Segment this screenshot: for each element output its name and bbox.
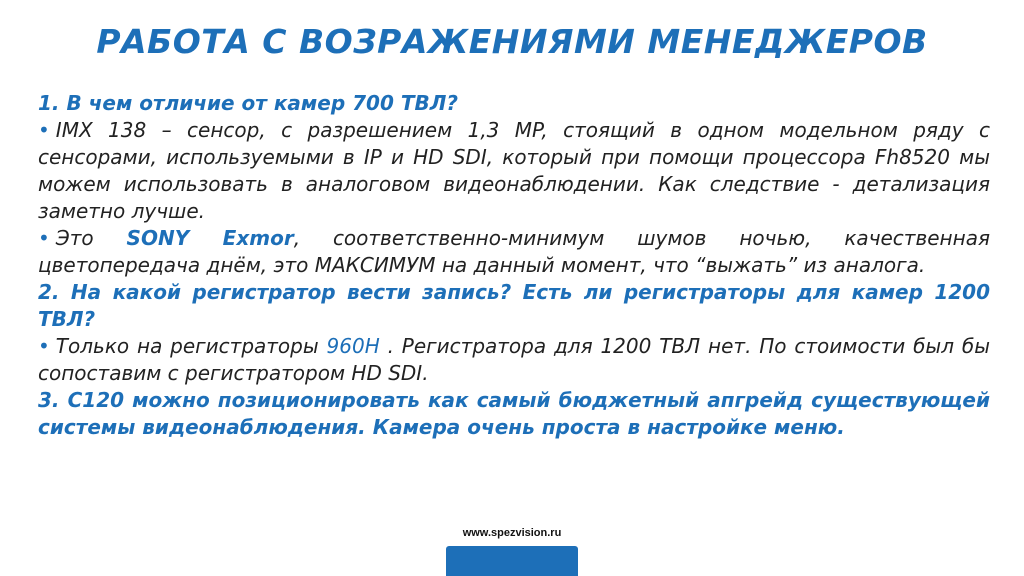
question-1: 1. В чем отличие от камер 700 ТВЛ? — [38, 91, 458, 115]
960h-highlight: 960H — [326, 334, 380, 358]
answer-2-post: . Регистратора для 1200 ТВЛ нет. По стоимости был бы сопоставим с регистратором HD SDI. — [38, 334, 990, 385]
answer-1-bullet-1 — [38, 117, 990, 225]
bullet-icon: • — [38, 334, 50, 358]
sony-exmor-highlight: SONY Exmor — [126, 226, 294, 250]
answer-2-bullet — [38, 333, 990, 387]
answer-1-2-pre: Это — [55, 226, 127, 250]
footer-url: www.spezvision.ru — [462, 527, 562, 539]
page-title: РАБОТА С ВОЗРАЖЕНИЯМИ МЕНЕДЖЕРОВ — [96, 22, 928, 61]
bullet-icon: • — [38, 118, 50, 142]
footer-bar — [446, 546, 578, 576]
bullet-icon: • — [38, 226, 50, 250]
answer-1-bullet-2 — [38, 225, 990, 279]
answer-1-text: IMX 138 – сенсор, с разрешением 1,3 MP, стоящий в одном модельном ряду с сенсорами, используемыми в IP и HD SDI, который при помощи процессора Fh8520 мы можем использовать в аналоговом видеонаблюдении. Как следствие - детализация заметно лучше. — [38, 118, 990, 223]
answer-2-pre: Только на регистраторы — [55, 334, 327, 358]
question-2: 2. На какой регистратор вести запись? Есть ли регистраторы для камер 1200 ТВЛ? — [38, 280, 990, 331]
answer-1-2-post: , соответственно-минимум шумов ночью, качественная цветопередача днём, это МАКСИМУМ на данный момент, что “выжать” из аналога. — [38, 226, 990, 277]
slide-content — [38, 90, 990, 441]
question-3: 3. С120 можно позиционировать как самый бюджетный апгрейд существующей системы видеонаблюдения. Камера очень проста в настройке меню. — [38, 388, 990, 439]
